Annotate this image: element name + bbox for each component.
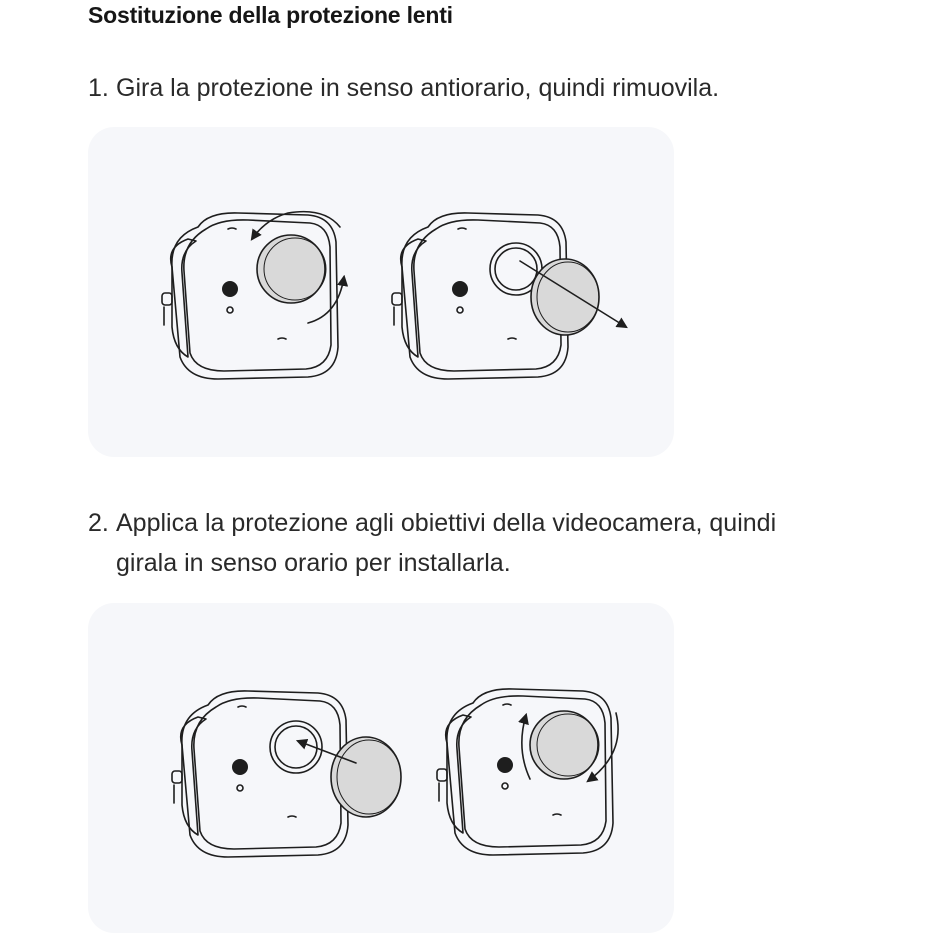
camera-icon xyxy=(172,691,348,857)
step-2-illustration xyxy=(88,603,674,933)
camera-icon xyxy=(437,689,613,855)
lens-guard-icon xyxy=(530,711,599,779)
step-2 xyxy=(88,503,776,583)
lens-guard-icon xyxy=(531,259,599,335)
step-2-text-line-1: Applica la protezione agli obiettivi della videocamera, quindi xyxy=(116,509,777,537)
step-2-illustration-panel xyxy=(88,603,674,933)
step-1-number: 1. xyxy=(88,74,109,102)
lens-guard-icon xyxy=(257,235,326,303)
lens-guard-icon xyxy=(331,737,401,817)
step-1-illustration-panel xyxy=(88,127,674,457)
step-2-text xyxy=(116,503,776,583)
step-1 xyxy=(88,68,719,108)
page-title: Sostituzione della protezione lenti xyxy=(88,2,453,28)
step-2-text-line-2: girala in senso orario per installarla. xyxy=(116,549,511,577)
step-1-illustration xyxy=(88,127,674,457)
step-2-number: 2. xyxy=(88,509,109,537)
step-1-text: Gira la protezione in senso antiorario, quindi rimuovila. xyxy=(116,74,720,102)
